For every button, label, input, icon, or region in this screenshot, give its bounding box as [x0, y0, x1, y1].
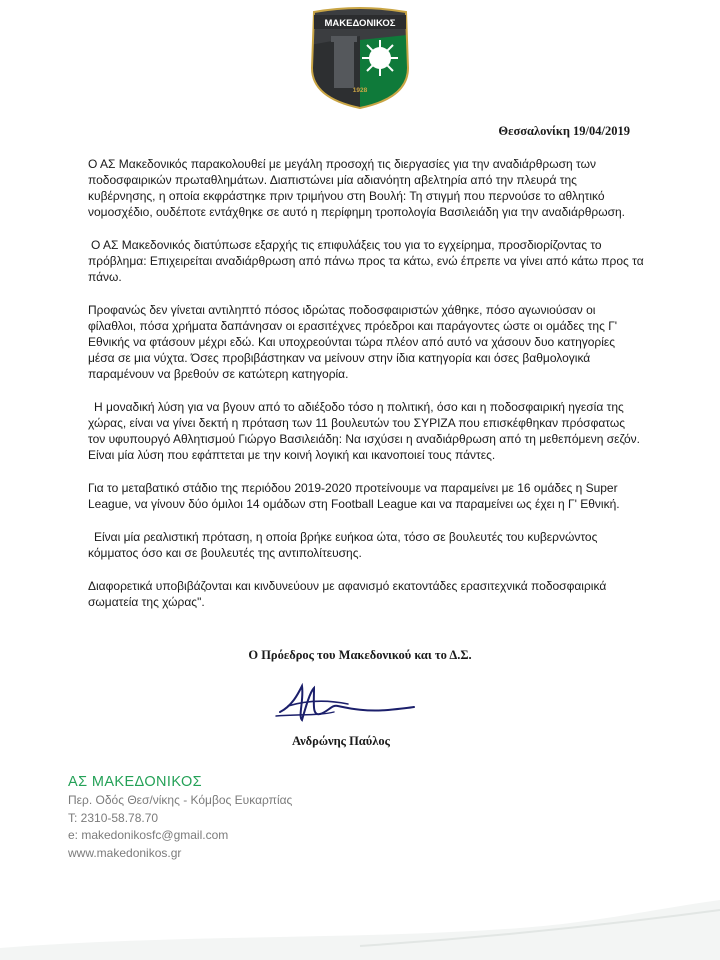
footer-wave-decoration	[0, 900, 720, 960]
paragraph-5: Για το μεταβατικό στάδιο της περιόδου 2019-2020 προτείνουμε να παραμείνει με 16 ομάδες η Super League, να γίνουν δύο όμιλοι 14 ομάδων στη Football League και να παραμείνει ως έχει η Γ' Εθνική.	[88, 481, 620, 511]
footer-club-name: ΑΣ ΜΑΚΕΔΟΝΙΚΟΣ	[68, 774, 202, 790]
closing-line: Ο Πρόεδρος του Μακεδονικού και το Δ.Σ.	[248, 648, 472, 662]
crest-name: ΜΑΚΕΔΟΝΙΚΟΣ	[324, 18, 396, 29]
paragraph-4: Η μοναδική λύση για να βγουν από το αδιέξοδο τόσο η πολιτική, όσο και η ποδοσφαιρική ηγεσία της χώρας, είναι να γίνει δεκτή η πρόταση των 11 βουλευτών του ΣΥΡΙΖΑ που επισκέφθηκαν πρόσφατως τον υφυπουργό Αθλητισμού Γιώργο Βασιλειάδη: Να ισχύσει η αναδιάρθρωση από τη μεθεπόμενη σεζόν. Είναι μία λύση που εφάπτεται με την κοινή λογική και ικανοποιεί τους πάντες.	[88, 400, 641, 462]
paragraph-3: Προφανώς δεν γίνεται αντιληπτό πόσος ιδρώτας ποδοσφαιριστών χάθηκε, πόσο αγωνιούσαν οι φίλαθλοι, πόσα χρήματα δαπάνησαν οι ερασιτέχνες πρόεδροι και παράγοντες ώστε οι ομάδες της Γ' Εθνικής να φτάσουν μέχρι εδώ. Και υποχρεούνται τώρα πλέον από αυτό να χάσουν δυο κατηγορίες μέσα σε μια νύχτα. Όσες προβιβάστηκαν να μείνουν στην ίδια κατηγορία και όσες βαθμολογικά παραμένουν να βρεθούν σε κατώτερη κατηγορία.	[88, 303, 618, 381]
footer-email: e: makedonikosfc@gmail.com	[68, 828, 229, 842]
footer-phone: T: 2310-58.78.70	[68, 810, 159, 825]
paragraph-2: Ο ΑΣ Μακεδονικός διατύπωσε εξαρχής τις επιφυλάξεις του για το εγχείρημα, προσδιορίζοντας το πρόβλημα: Επιχειρείται αναδιάρθρωση από πάνω προς τα κάτω, ενώ έπρεπε να γίνει από κάτω προς τα πάνω.	[88, 238, 644, 284]
paragraph-1: Ο ΑΣ Μακεδονικός παρακολουθεί με μεγάλη προσοχή τις διεργασίες για την αναδιάρθρωση των ποδοσφαιρικών πρωταθλημάτων. Διαπιστώνει μία αδιανόητη αβελτηρία από την πλευρά της κυβέρνησης, η οποία εκφράστηκε πριν τριμήνου στη Βουλή: Τη στιγμή που περνούσε το αθλητικό νομοσχέδιο, ουδέποτε εντάχθηκε σε αυτό η περίφημη τροπολογία Βασιλειάδη για την αναδιάρθρωση.	[88, 157, 625, 219]
signer-name: Ανδρώνης Παύλος	[292, 734, 390, 748]
crest-year: 1928	[352, 87, 368, 94]
club-crest-logo	[304, 6, 416, 110]
paragraph-6: Είναι μία ρεαλιστική πρόταση, η οποία βρήκε ευήκοα ώτα, τόσο σε βουλευτές του κυβερνώντος κόμματος όσο και σε βουλευτές της αντιπολίτευσης.	[88, 530, 598, 560]
handwritten-signature	[268, 676, 418, 728]
footer-address: Περ. Οδός Θεσ/νίκης - Κόμβος Ευκαρπίας	[68, 793, 293, 807]
footer-contact	[68, 772, 292, 862]
letter-date: Θεσσαλονίκη 19/04/2019	[498, 124, 630, 138]
letter-body	[88, 156, 644, 627]
footer-website: www.makedonikos.gr	[68, 845, 182, 860]
paragraph-7: Διαφορετικά υποβιβάζονται και κινδυνεύουν με αφανισμό εκατοντάδες ερασιτεχνικά ποδοσφαιρικά σωματεία της χώρας".	[88, 579, 607, 609]
